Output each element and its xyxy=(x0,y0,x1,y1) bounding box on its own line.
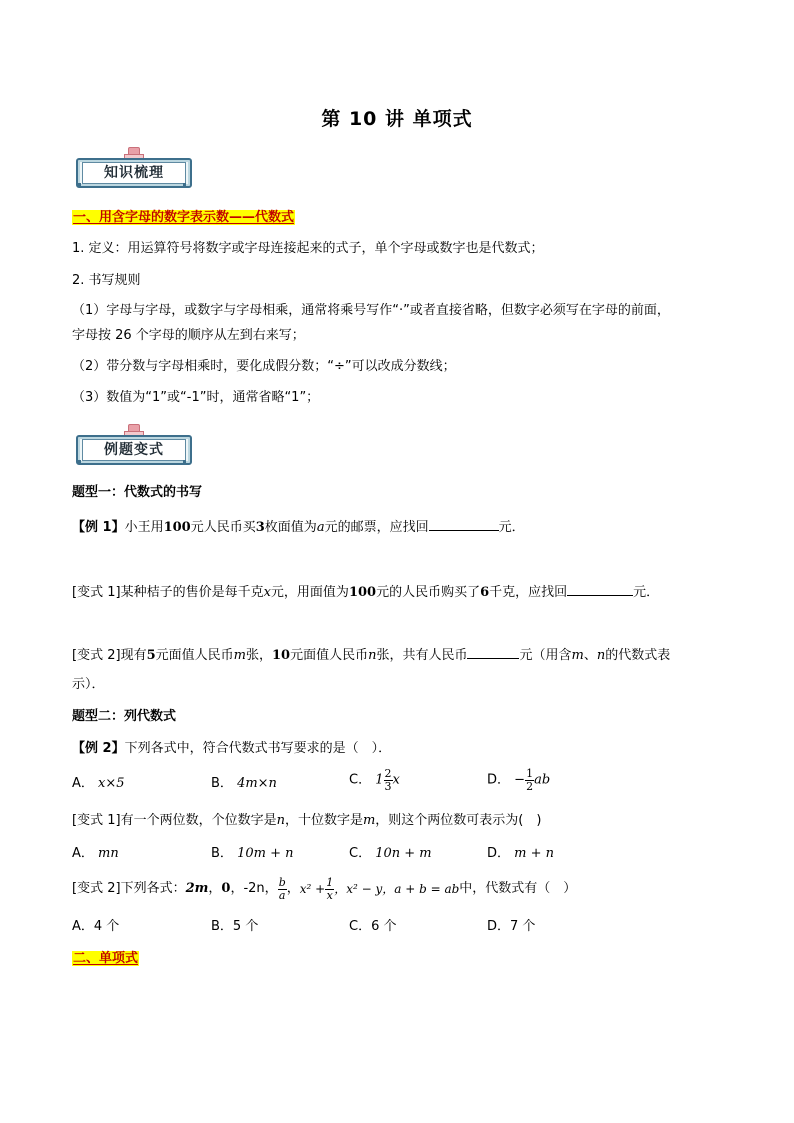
rule1-line1: （1）字母与字母，或数字与字母相乘，通常将乘号写作“·”或者直接省略，但数字必须写在字母的前面， xyxy=(72,303,670,318)
variant2-label: [变式 2] xyxy=(72,648,121,663)
variant1-text-d: 千克，应找回 xyxy=(489,585,568,600)
variant1-option-a[interactable] xyxy=(72,845,119,863)
variant1-var: x xyxy=(263,585,271,600)
variant2-term1: 2m xyxy=(185,881,209,896)
variant2-text-b: 元面值人民币 xyxy=(155,648,234,663)
fraction-denominator: 2 xyxy=(526,780,534,793)
section1-heading-line xyxy=(72,209,295,227)
fraction-numerator: 1 xyxy=(526,767,534,780)
variant1-text-b: 元，用面值为 xyxy=(270,585,349,600)
banner-legs xyxy=(78,183,186,187)
example1-label: 【例 1】 xyxy=(72,520,125,535)
separator: ， xyxy=(230,881,244,896)
variant1-label: [变式 1] xyxy=(72,585,121,600)
example1-text-d: 元的邮票，应找回 xyxy=(324,520,429,535)
variant2-option-c[interactable]: C．6 个 xyxy=(349,919,397,934)
fraction-denominator: 3 xyxy=(384,780,392,793)
variant2-var2: n xyxy=(368,648,377,663)
example1-text-c: 枚面值为 xyxy=(264,520,317,535)
variant2-text-a: 下列各式： xyxy=(120,881,186,896)
variant1-text-e: 元． xyxy=(633,585,660,600)
variant2-label: [变式 2] xyxy=(72,881,121,896)
variant2-expr1-fraction xyxy=(325,877,334,902)
rule1-line2: 字母按 26 个字母的顺序从左到右来写； xyxy=(72,328,305,343)
rule3: （3）数值为“1”或“-1”时，通常省略“1”； xyxy=(72,390,320,405)
option-var: ab xyxy=(534,772,551,788)
type1-variant2-line2: 示）． xyxy=(72,677,105,692)
variant2-text-a: 现有 xyxy=(120,648,147,663)
example2-label: 【例 2】 xyxy=(72,741,125,756)
variant2-text-c: 张， xyxy=(245,648,272,663)
variant2-fraction xyxy=(278,877,287,902)
type2-heading: 题型二：列代数式 xyxy=(72,709,177,724)
section2-heading-line xyxy=(72,950,139,968)
option-label: B． xyxy=(211,846,233,861)
definition-prefix: 1. 定义： xyxy=(72,241,128,256)
type2-variant2-line xyxy=(72,875,576,904)
fraction-numerator: 2 xyxy=(384,767,392,780)
variant1-num1: 100 xyxy=(348,585,377,600)
option-label: C． xyxy=(349,772,372,788)
variant2-expr1: x² + xyxy=(299,882,326,896)
variant2-var1: m xyxy=(233,648,246,663)
option-fraction xyxy=(384,768,393,793)
section1-heading: 一、用含字母的数字表示数——代数式 xyxy=(73,210,295,225)
variant2-text-b: 中，代数式有（ ） xyxy=(459,881,577,896)
variant2-num2: 10 xyxy=(271,648,291,663)
example2-option-a[interactable] xyxy=(72,775,125,793)
answer-blank[interactable] xyxy=(467,644,519,659)
separator: ， xyxy=(264,881,278,896)
variant2-sep: 、 xyxy=(583,648,597,663)
option-label: D． xyxy=(487,846,511,861)
option-var: x xyxy=(392,772,400,788)
variant2-var-m: m xyxy=(571,648,584,663)
variant1-option-c[interactable] xyxy=(349,845,432,863)
example1-num1: 100 xyxy=(163,520,191,535)
variant2-num1: 5 xyxy=(146,648,156,663)
rules-heading: 2. 书写规则 xyxy=(72,273,141,288)
variant2-term3: -2n xyxy=(243,881,265,896)
variant2-term2: 0 xyxy=(221,881,231,896)
variant1-var1: n xyxy=(276,813,285,828)
rule2: （2）带分数与字母相乘时，要化成假分数；“÷”可以改成分数线； xyxy=(72,359,456,374)
variant1-option-d[interactable] xyxy=(487,845,554,863)
variant1-text-b: ，十位数字是 xyxy=(284,813,363,828)
option-label: D． xyxy=(487,772,511,788)
option-whole: 1 xyxy=(375,772,384,788)
banner-label: 例题变式 xyxy=(82,439,186,461)
option-expr: x×5 xyxy=(98,776,125,791)
page-title: 第 10 讲 单项式 xyxy=(321,108,473,130)
option-expr: m + n xyxy=(514,846,555,861)
fraction-denominator: x xyxy=(326,888,333,902)
knowledge-banner xyxy=(76,147,192,187)
type2-variant1-line xyxy=(72,812,541,830)
definition-line xyxy=(72,240,544,258)
variant1-text-c: 元的人民币购买了 xyxy=(376,585,481,600)
type1-variant1-line xyxy=(72,581,659,602)
variant1-option-b[interactable] xyxy=(211,845,293,863)
variant2-option-b[interactable]: B．5 个 xyxy=(211,919,259,934)
example1-line xyxy=(72,516,525,537)
variant1-num2: 6 xyxy=(480,585,490,600)
option-label: A． xyxy=(72,776,94,791)
type1-heading: 题型一：代数式的书写 xyxy=(72,485,203,500)
option-expr: mn xyxy=(98,846,119,861)
option-label: B． xyxy=(211,776,233,791)
example1-text-b: 元人民币买 xyxy=(190,520,256,535)
option-expr: 10m + n xyxy=(237,846,294,861)
option-fraction xyxy=(525,768,534,793)
answer-blank[interactable] xyxy=(429,516,499,531)
example1-num2: 3 xyxy=(255,520,265,535)
banner-label: 知识梳理 xyxy=(82,162,186,184)
fraction-denominator: a xyxy=(278,888,286,902)
fraction-numerator: 1 xyxy=(326,875,334,889)
variant1-text-c: ，则这个两位数可表示为( ) xyxy=(375,813,542,828)
example1-var: a xyxy=(316,520,325,535)
variant2-text-d: 元面值人民币 xyxy=(290,648,369,663)
variant2-option-a[interactable]: A．4 个 xyxy=(72,919,120,934)
separator: ， xyxy=(208,881,222,896)
fraction-numerator: b xyxy=(278,875,286,889)
variant1-text-a: 某种桔子的售价是每千克 xyxy=(120,585,264,600)
variant1-label: [变式 1] xyxy=(72,813,121,828)
section2-heading: 二、单项式 xyxy=(73,951,139,966)
option-expr: 4m×n xyxy=(237,776,277,791)
example1-text-a: 小王用 xyxy=(124,520,164,535)
example2-option-c[interactable] xyxy=(349,768,400,793)
variant2-text-f: 元（用含 xyxy=(519,648,572,663)
variant2-expr2: ，x² − y，a + b = ab xyxy=(334,882,460,896)
variant2-text-j: 的代数式表 xyxy=(605,648,671,663)
separator: ， xyxy=(286,881,300,896)
example2-option-d[interactable] xyxy=(487,768,550,793)
banner-legs xyxy=(78,460,186,464)
option-expr: 10n + m xyxy=(375,846,432,861)
definition-text: 用运算符号将数字或字母连接起来的式子，单个字母或数字也是代数式； xyxy=(127,241,544,256)
variant2-text-e: 张，共有人民币 xyxy=(376,648,468,663)
type1-variant2-line xyxy=(72,644,670,665)
variant2-var-n: n xyxy=(596,648,606,663)
example2-text: 下列各式中，符合代数式书写要求的是（ ）． xyxy=(124,741,392,756)
variant1-var2: m xyxy=(362,813,376,828)
option-label: C． xyxy=(349,846,372,861)
option-sign: − xyxy=(514,772,526,788)
variant1-text-a: 有一个两位数，个位数字是 xyxy=(120,813,277,828)
option-label: A． xyxy=(72,846,94,861)
examples-banner xyxy=(76,424,192,464)
example2-option-b[interactable] xyxy=(211,775,277,793)
example2-line xyxy=(72,740,391,758)
answer-blank[interactable] xyxy=(567,581,633,596)
example1-text-e: 元． xyxy=(498,520,525,535)
variant2-option-d[interactable]: D．7 个 xyxy=(487,919,536,934)
